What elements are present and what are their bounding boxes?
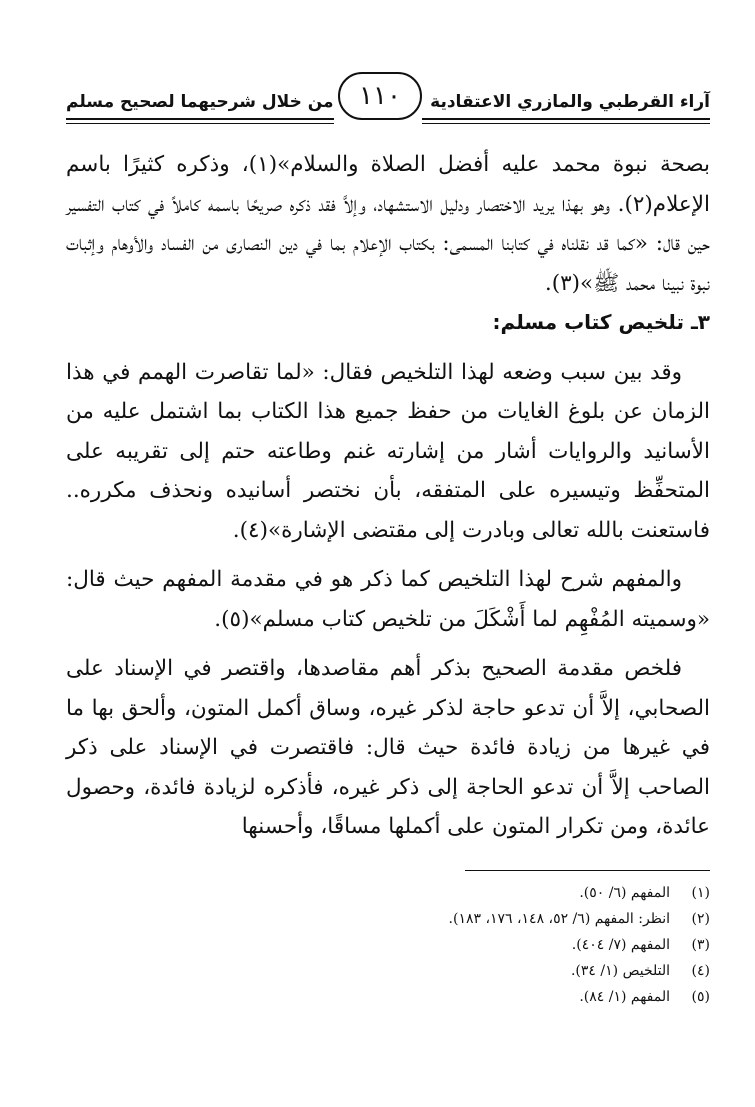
footnote-number: (١)	[691, 885, 710, 901]
footnote	[66, 984, 710, 1010]
footnote	[66, 880, 710, 906]
footnote-text: انظر: المفهم (٦/ ٥٢، ١٤٨، ١٧٦، ١٨٣).	[448, 911, 670, 927]
header-rule-left-top	[66, 118, 334, 120]
page-number: ١١٠	[338, 72, 422, 120]
paragraph: فلخص مقدمة الصحيح بذكر أهم مقاصدها، واقتصر في الإسناد على الصحابي، إلاَّ أن تدعو حاجة لذكر غيره، وساق أكمل المتون، وألحق بها ما في غيرها من زيادة فائدة حيث قال: فاقتصرت في الإسناد على ذكر الصاحب إلاَّ أن تدعو الحاجة إلى ذكر غيره، فأذكره لزيادة فائدة، وحصول عائدة، ومن تكرار المتون على أكملها مساقًا، وأحسنها	[66, 656, 710, 839]
paragraph: والمفهم شرح لهذا التلخيص كما ذكر هو في مقدمة المفهم حيث قال: «وسميته المُفْهِم لما أَشْكَلَ من تلخيص كتاب مسلم»(٥).	[66, 567, 710, 632]
section-heading: ٣ـ تلخيص كتاب مسلم:	[492, 310, 710, 334]
header-subtitle: من خلال شرحيهما لصحيح مسلم	[66, 92, 334, 112]
header-rule-left-bottom	[66, 123, 334, 124]
footnotes	[66, 880, 710, 1010]
footnote-text: المفهم (١/ ٨٤).	[579, 989, 670, 1005]
footnote-number: (٢)	[691, 911, 710, 927]
header-title: آراء القرطبي والمازري الاعتقادية	[430, 92, 710, 112]
paragraph: وقد بين سبب وضعه لهذا التلخيص فقال: «لما تقاصرت الهمم في هذا الزمان عن بلوغ الغايات من حفظ جميع هذا الكتاب بما اشتمل عليه من الأسانيد والروايات أشار من إشارته غنم وطاعته حتم إلى تقريبه على المتحفِّظ وتيسيره على المتفقه، بأن نختصر أسانيده ونحذف مكرره.. فاستعنت بالله تعالى وبادرت إلى مقتضى الإشارة»(٤).	[66, 359, 710, 543]
footnote-separator	[465, 870, 710, 871]
header-rule-right-bottom	[422, 123, 710, 124]
footnote-text: المفهم (٧/ ٤٠٤).	[571, 937, 670, 953]
footnote	[66, 906, 710, 932]
footnote	[66, 958, 710, 984]
footnote-text: التلخيص (١/ ٣٤).	[570, 963, 670, 979]
footnote-number: (٣)	[691, 937, 710, 953]
footnote-number: (٥)	[691, 989, 710, 1005]
footnote-text: المفهم (٦/ ٥٠).	[579, 885, 670, 901]
running-header	[66, 72, 710, 132]
footnote-number: (٤)	[691, 963, 710, 979]
main-text	[66, 145, 710, 847]
header-rule-right-top	[422, 118, 710, 120]
footnote	[66, 932, 710, 958]
paragraph: بصحة نبوة محمد عليه أفضل الصلاة والسلام»(١)، وذكره كثيرًا باسم الإعلام(٢). وهو بهذا يريد الاختصار ودليل الاستشهاد، وإلاَّ فقد ذكره صريحًا باسمه كاملاً في كتاب التفسير حين قال: «كما قد نقلناه في كتابنا المسمى: بكتاب الإعلام بما في دين النصارى من الفساد والأوهام وإثبات نبوة نبينا محمد ﷺ»(٣).	[66, 152, 710, 296]
